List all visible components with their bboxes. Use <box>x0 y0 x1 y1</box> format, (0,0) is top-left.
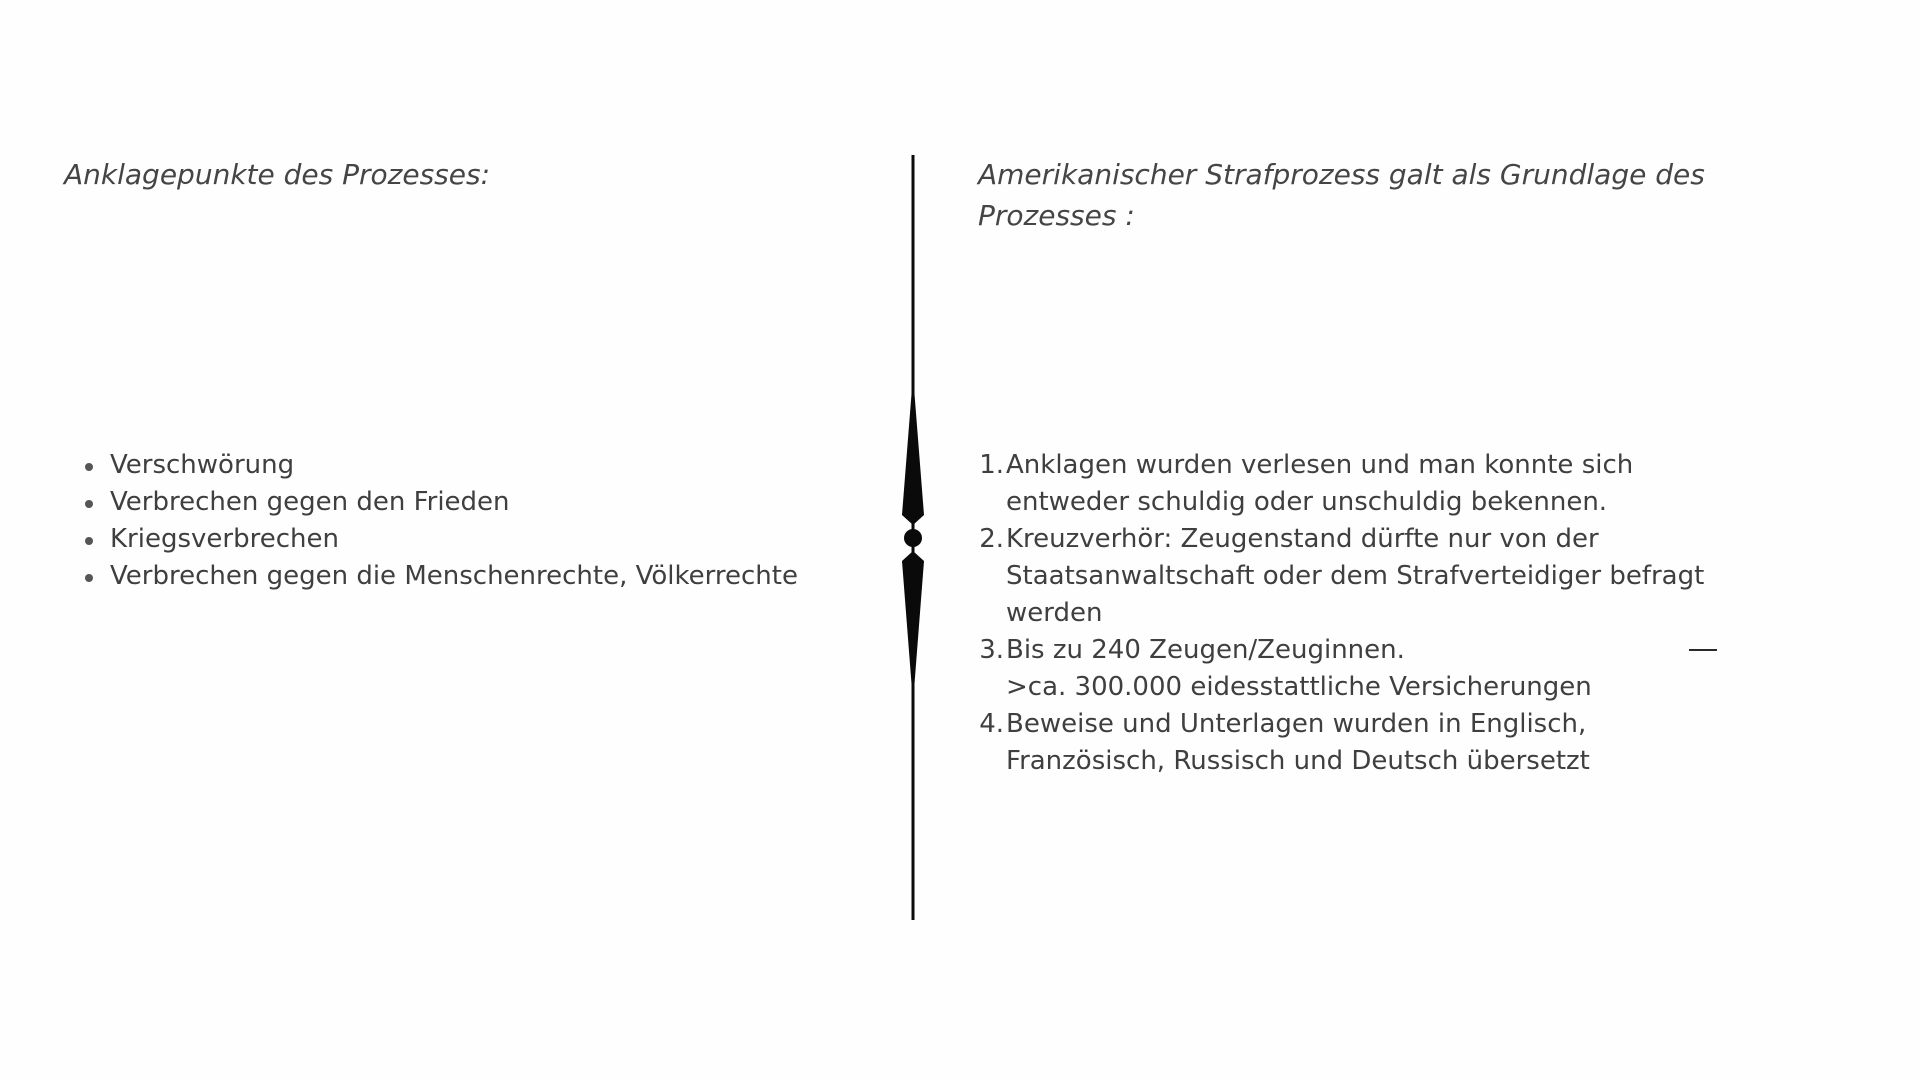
item-number: 3. <box>979 635 1004 665</box>
item-line: entweder schuldig oder unschuldig bekennen. <box>1006 487 1608 517</box>
list-item <box>970 521 1710 632</box>
item-number: 2. <box>979 524 1004 554</box>
list-item <box>970 632 1710 706</box>
list-item-text: Verschwörung <box>110 450 295 480</box>
item-line: Anklagen wurden verlesen und man konnte sich <box>1006 450 1634 480</box>
item-line: >ca. 300.000 eidesstattliche Versicherungen <box>1006 672 1592 702</box>
list-item <box>970 447 1710 521</box>
item-line: Staatsanwaltschaft oder dem Strafverteidiger befragt <box>1006 561 1705 591</box>
accusation-list <box>62 447 798 595</box>
item-line: werden <box>1006 598 1103 628</box>
item-line: Bis zu 240 Zeugen/Zeuginnen. <box>1006 635 1405 665</box>
procedure-list <box>970 447 1710 780</box>
ornamental-divider <box>890 155 936 920</box>
bullet-icon <box>85 574 93 582</box>
item-number: 4. <box>979 709 1004 739</box>
bullet-icon <box>85 463 93 471</box>
right-column-heading: Amerikanischer Strafprozess galt als Grundlage des Prozesses : <box>978 158 1705 232</box>
list-item <box>62 484 798 521</box>
list-item-text: Verbrechen gegen die Menschenrechte, Völkerrechte <box>110 561 798 591</box>
list-item <box>62 521 798 558</box>
dash-mark <box>1689 649 1717 651</box>
list-item <box>62 447 798 484</box>
list-item <box>62 558 798 595</box>
list-item-text: Kriegsverbrechen <box>110 524 339 554</box>
bullet-icon <box>85 537 93 545</box>
left-column-heading: Anklagepunkte des Prozesses: <box>64 158 491 191</box>
list-item-text: Verbrechen gegen den Frieden <box>110 487 510 517</box>
bullet-icon <box>85 500 93 508</box>
item-line: Beweise und Unterlagen wurden in Englisch, <box>1006 709 1587 739</box>
item-number: 1. <box>979 450 1004 480</box>
item-line: Kreuzverhör: Zeugenstand dürfte nur von der <box>1006 524 1599 554</box>
item-line: Französisch, Russisch und Deutsch übersetzt <box>1006 746 1590 776</box>
list-item <box>970 706 1710 780</box>
